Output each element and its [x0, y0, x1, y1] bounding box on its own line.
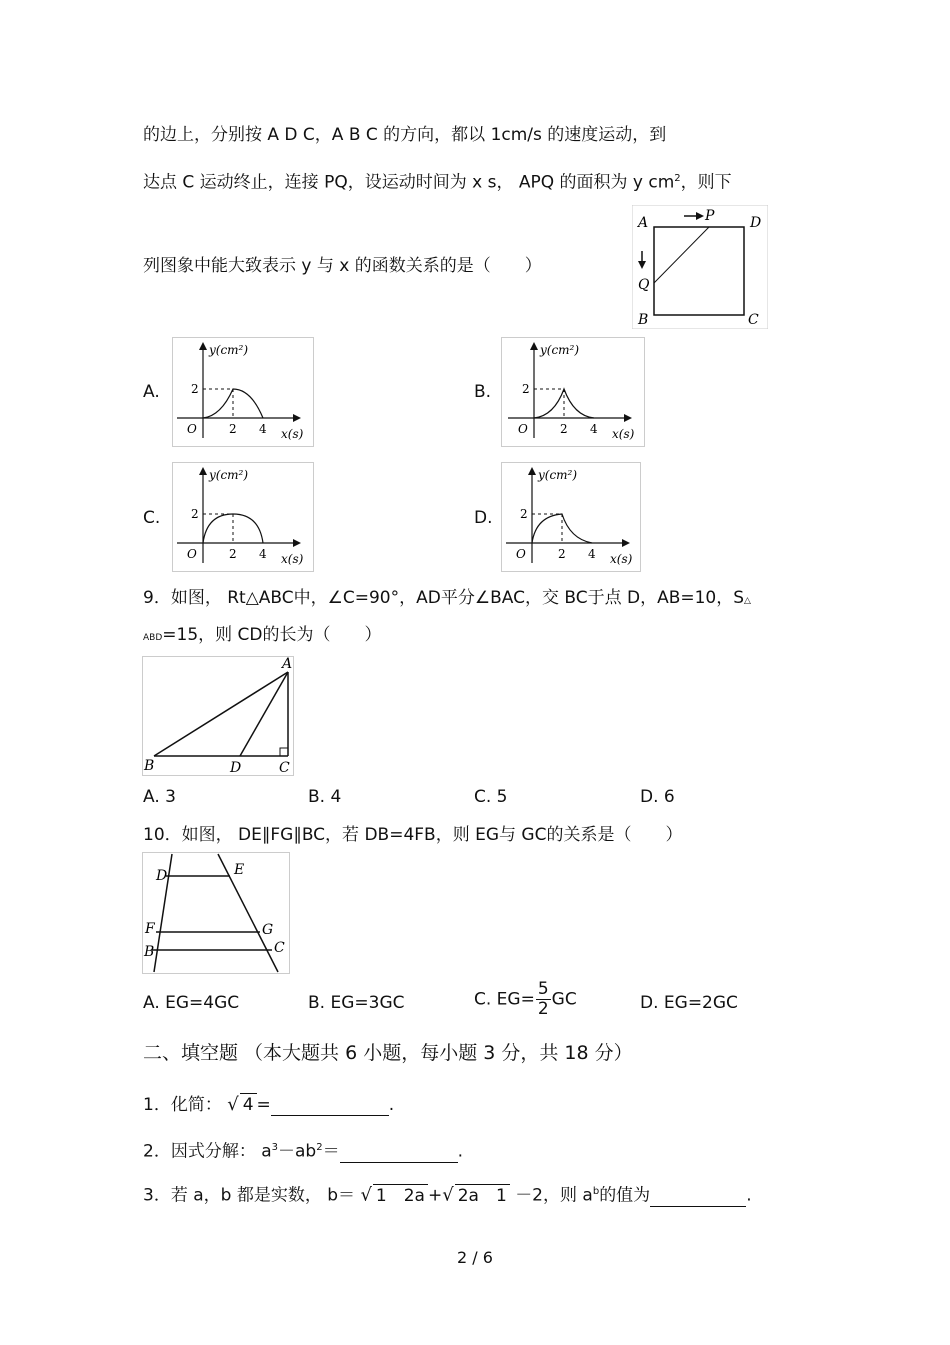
- label-b: B: [144, 758, 155, 774]
- sqrt-icon: √: [227, 1094, 239, 1115]
- q9-line1-text: 9．如图， Rt△ABC中，∠C=90°，AD平分∠BAC，交 BC于点 D，AB=10，S: [143, 588, 745, 608]
- label-a: A: [282, 656, 293, 672]
- graph-option-c: [172, 462, 314, 572]
- graph-origin: O: [516, 547, 526, 561]
- graph-xlabel: x(s): [612, 427, 635, 441]
- label-c: C: [748, 312, 759, 328]
- graph-x2: 2: [229, 547, 237, 561]
- label-a: A: [638, 215, 649, 231]
- q8-option-b[interactable]: B.: [474, 382, 492, 402]
- fill-q2-pre: 2．因式分解： a: [143, 1141, 272, 1162]
- graph-option-a: [172, 337, 314, 447]
- answer-blank[interactable]: [271, 1097, 389, 1116]
- section-heading: 二、填空题 （本大题共 6 小题，每小题 3 分，共 18 分）: [143, 1042, 633, 1064]
- q8-option-d[interactable]: D.: [474, 508, 493, 528]
- fraction-numerator: 5: [537, 979, 549, 999]
- label-d: D: [230, 760, 242, 776]
- fraction-denominator: 2: [537, 999, 549, 1019]
- q10-trapezoid-figure: [142, 852, 290, 974]
- fill-q2-sup1: 3: [271, 1142, 279, 1153]
- q9-line1-sub: △: [744, 596, 751, 606]
- graph-option-b: [501, 337, 645, 447]
- graph-x4: 4: [590, 422, 598, 436]
- label-p: P: [705, 208, 715, 224]
- q8-line3: 列图象中能大致表示 y 与 x 的函数关系的是（ ）: [143, 256, 542, 276]
- radicand: 2a 1: [455, 1184, 510, 1207]
- label-b: B: [638, 312, 649, 328]
- q8-line2-text: 达点 C 运动终止，连接 PQ，设运动时间为 x s， APQ 的面积为 y cm: [143, 172, 675, 193]
- fill-q2-end: .: [457, 1141, 464, 1162]
- label-c: C: [279, 760, 290, 776]
- fill-q1-post: =: [256, 1095, 271, 1115]
- q9-line2: [143, 624, 382, 649]
- graph-origin: O: [187, 422, 197, 436]
- q9-option-b[interactable]: B. 4: [308, 787, 342, 807]
- graph-ylabel: y(cm²): [540, 343, 580, 357]
- fill-q1: [143, 1093, 394, 1116]
- q10-option-b[interactable]: B. EG=3GC: [308, 993, 405, 1013]
- radicand: 1 2a: [373, 1184, 428, 1207]
- fill-q3-plus: +: [427, 1185, 443, 1206]
- graph-x4: 4: [259, 547, 267, 561]
- graph-x2: 2: [558, 547, 566, 561]
- q10-option-c[interactable]: [474, 980, 577, 1019]
- fraction: [536, 980, 551, 1019]
- sqrt-icon: √: [360, 1184, 372, 1206]
- q9-option-a[interactable]: A. 3: [143, 787, 176, 807]
- fill-q3-post: 的值为: [599, 1185, 651, 1206]
- graph-option-d: [501, 462, 641, 572]
- graph-y2: 2: [522, 382, 530, 396]
- q9-option-d[interactable]: D. 6: [640, 787, 675, 807]
- fill-q3: [143, 1181, 752, 1207]
- q9-line1: [143, 587, 751, 612]
- page-number: 2 / 6: [457, 1248, 493, 1267]
- q8-option-a[interactable]: A.: [143, 382, 160, 402]
- label-e: E: [234, 862, 245, 878]
- sqrt-icon: √: [442, 1184, 454, 1206]
- fill-q2: [143, 1137, 463, 1163]
- graph-y2: 2: [191, 382, 199, 396]
- answer-blank[interactable]: [650, 1188, 746, 1207]
- q10-option-a[interactable]: A. EG=4GC: [143, 993, 240, 1013]
- q9-line2-sub: ABD: [143, 633, 163, 643]
- fill-q3-end: .: [746, 1185, 752, 1206]
- radicand: 4: [240, 1093, 257, 1116]
- label-d: D: [750, 215, 762, 231]
- fill-q1-pre: 1．化简：: [143, 1095, 222, 1115]
- fill-q3-mid: －2，则 a: [515, 1185, 593, 1206]
- fill-q1-end: .: [388, 1095, 395, 1115]
- graph-x4: 4: [259, 422, 267, 436]
- fill-q2-sup2: 2: [316, 1142, 323, 1153]
- q9-option-c[interactable]: C. 5: [474, 787, 508, 807]
- q8-line2: [143, 168, 732, 194]
- q10-option-c-pre: C. EG=: [474, 989, 535, 1010]
- label-c: C: [274, 940, 285, 956]
- graph-y2: 2: [191, 507, 199, 521]
- q8-line1: 的边上，分别按 A D C，A B C 的方向，都以 1cm/s 的速度运动，到: [143, 125, 667, 145]
- q10-line1: 10．如图， DE∥FG∥BC，若 DB=4FB，则 EG与 GC的关系是（ ）: [143, 825, 683, 845]
- graph-ylabel: y(cm²): [209, 468, 249, 482]
- graph-x4: 4: [588, 547, 596, 561]
- q10-option-c-post: GC: [551, 989, 577, 1010]
- graph-x2: 2: [560, 422, 568, 436]
- fill-q3-sup: b: [592, 1186, 600, 1197]
- graph-xlabel: x(s): [281, 427, 304, 441]
- q8-line2-sup: 2: [674, 173, 681, 184]
- graph-origin: O: [518, 422, 528, 436]
- answer-blank[interactable]: [340, 1144, 458, 1163]
- label-g: G: [262, 922, 274, 938]
- graph-ylabel: y(cm²): [538, 468, 578, 482]
- fill-q3-pre: 3．若 a，b 都是实数， b＝: [143, 1185, 356, 1206]
- graph-origin: O: [187, 547, 197, 561]
- q10-option-d[interactable]: D. EG=2GC: [640, 993, 738, 1013]
- fill-q2-mid: －ab: [278, 1141, 317, 1162]
- q8-line2-tail: ，则下: [680, 172, 732, 193]
- label-q: Q: [638, 277, 650, 293]
- fill-q2-post: ＝: [322, 1141, 340, 1162]
- graph-xlabel: x(s): [281, 552, 304, 566]
- label-f: F: [145, 921, 155, 937]
- graph-xlabel: x(s): [610, 552, 633, 566]
- label-d: D: [156, 868, 168, 884]
- graph-y2: 2: [520, 507, 528, 521]
- q8-square-figure: [632, 205, 768, 329]
- q9-triangle-figure: [142, 656, 294, 776]
- label-b: B: [144, 944, 155, 960]
- q9-line2-text: =15，则 CD的长为（ ）: [162, 625, 382, 645]
- graph-ylabel: y(cm²): [209, 343, 249, 357]
- q8-option-c[interactable]: C.: [143, 508, 161, 528]
- graph-x2: 2: [229, 422, 237, 436]
